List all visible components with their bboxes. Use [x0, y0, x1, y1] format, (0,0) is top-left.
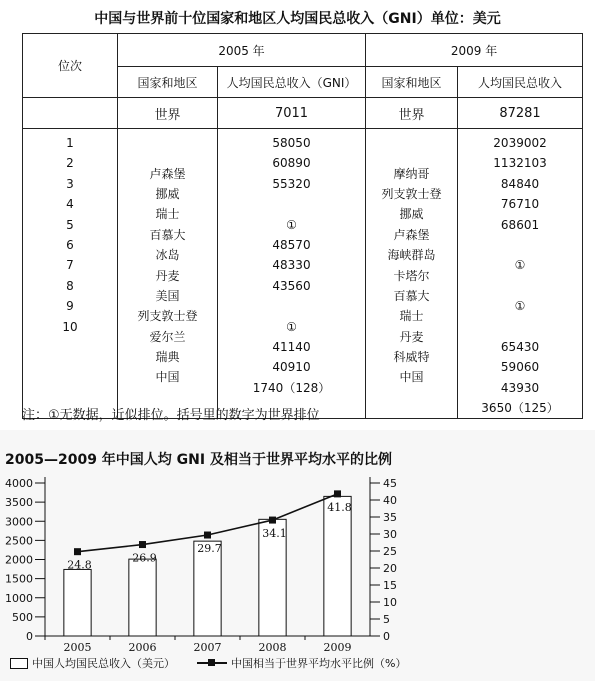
table-cell: 1740（128）	[252, 380, 331, 395]
table-cell: 1132103	[493, 156, 547, 171]
ratio-marker-2008	[269, 517, 276, 524]
left-tick-label: 4000	[5, 477, 33, 490]
table-cell: 列支敦士登	[137, 309, 198, 324]
table-cell: ①	[286, 319, 297, 334]
table-cell: 丹麦	[155, 268, 180, 283]
left-tick-label: 3500	[5, 496, 33, 510]
table-cell: 4	[66, 197, 74, 212]
bar-legend-swatch	[10, 658, 28, 669]
left-tick-label: 1500	[5, 572, 33, 586]
table-title: 中国与世界前十位国家和地区人均国民总收入（GNI）单位：美元	[94, 11, 501, 27]
table-cell: 84840	[500, 176, 540, 191]
table-cell: 59060	[500, 360, 540, 375]
right-tick-label: 15	[383, 579, 397, 592]
left-tick-label: 2000	[5, 553, 33, 567]
table-cell: 65430	[500, 339, 540, 354]
ratio-marker-2007	[204, 532, 211, 539]
table-cell: 卢森堡	[149, 166, 186, 181]
world-gni-2005: 7011	[218, 98, 366, 129]
ratio-marker-2006	[139, 541, 146, 548]
table-cell: 列支敦士登	[381, 186, 442, 201]
x-tick-label: 2008	[258, 641, 287, 654]
ratio-data-label: 24.8	[67, 558, 92, 572]
table-cell: 58050	[272, 136, 311, 150]
x-tick-label: 2005	[63, 641, 92, 654]
table-cell: 68601	[500, 217, 540, 232]
table-cell: 1	[66, 136, 74, 150]
table-note: 注：①无数据，近似排位。括号里的数字为世界排位	[22, 408, 320, 423]
left-tick-label: 2500	[5, 534, 33, 548]
right-tick-label: 0	[383, 630, 390, 643]
bar-2006	[129, 559, 156, 636]
table-cell: 丹麦	[399, 329, 424, 344]
table-cell: 百慕大	[393, 288, 430, 303]
table-cell: 55320	[272, 176, 311, 191]
table-cell: 48570	[272, 237, 311, 252]
bar-2007	[194, 541, 221, 636]
year-2009-header: 2009 年	[366, 34, 583, 67]
table-cell: 卡塔尔	[393, 268, 430, 283]
table-cell: ①	[514, 299, 526, 314]
table-cell: 冰岛	[155, 248, 180, 263]
ratio-data-label: 34.1	[262, 527, 287, 541]
country-2005-header: 国家和地区	[118, 67, 218, 98]
table-cell: 海峡群岛	[387, 248, 436, 263]
world-gni-2009: 87281	[458, 98, 583, 129]
x-tick-label: 2007	[193, 641, 222, 654]
line-legend-icon	[197, 658, 227, 668]
line-legend-label: 中国相当于世界平均水平比例（%）	[231, 657, 407, 670]
table-cell: 瑞典	[155, 350, 180, 365]
table-cell: 5	[66, 217, 74, 232]
table-cell: 10	[62, 319, 78, 334]
left-tick-label: 1000	[5, 591, 33, 605]
table-cell: 科威特	[393, 350, 430, 365]
table-cell: 爱尔兰	[149, 329, 186, 344]
left-tick-label: 3000	[5, 515, 33, 529]
table-cell: 瑞士	[399, 309, 424, 324]
table-cell: 3	[66, 176, 74, 191]
table-cell: 中国	[155, 370, 180, 385]
table-cell: 挪威	[155, 186, 180, 201]
table-cell: 3650（125）	[481, 401, 559, 416]
table-cell: 43930	[500, 380, 540, 395]
world-name-2005: 世界	[118, 98, 218, 129]
table-cell: 76710	[500, 197, 540, 212]
table-cell: 6	[66, 237, 74, 252]
table-cell: 48330	[272, 258, 311, 273]
gni-2009-header: 人均国民总收入	[458, 67, 583, 98]
table-cell: 8	[66, 278, 74, 293]
right-tick-label: 45	[383, 477, 397, 490]
right-tick-label: 20	[383, 562, 397, 575]
table-cell: 60890	[272, 156, 311, 171]
right-tick-label: 25	[383, 545, 397, 558]
rank-header: 位次	[23, 34, 118, 98]
ratio-data-label: 29.7	[197, 542, 222, 556]
right-tick-label: 30	[383, 528, 397, 541]
table-cell: 2	[66, 156, 74, 171]
ratio-marker-2009	[334, 490, 341, 497]
right-tick-label: 10	[383, 596, 397, 609]
world-name-2009: 世界	[366, 98, 458, 129]
table-cell: 2039002	[493, 136, 547, 150]
table-cell: 卢森堡	[393, 227, 430, 242]
ratio-marker-2005	[74, 548, 81, 555]
x-tick-label: 2006	[128, 641, 157, 654]
x-tick-label: 2009	[323, 641, 352, 654]
bar-legend-label: 中国人均国民总收入（美元）	[32, 657, 175, 670]
bar-2009	[324, 496, 351, 636]
table-cell: 9	[66, 299, 74, 314]
table-cell: 43560	[272, 278, 311, 293]
table-cell: 中国	[399, 370, 424, 385]
table-cell: 40910	[272, 360, 311, 375]
chart-legend	[10, 655, 406, 671]
chart-title: 2005—2009 年中国人均 GNI 及相当于世界平均水平的比例	[5, 452, 392, 468]
gni-2005-header: 人均国民总收入（GNI）	[218, 67, 366, 98]
table-cell: 摩纳哥	[393, 166, 430, 181]
right-tick-label: 35	[383, 511, 397, 524]
ratio-data-label: 41.8	[327, 500, 352, 514]
right-tick-label: 5	[383, 613, 390, 626]
table-cell: 挪威	[399, 207, 424, 222]
table-cell: 41140	[272, 339, 311, 354]
left-tick-label: 500	[12, 610, 33, 624]
table-cell: ①	[514, 258, 526, 273]
country-2009-header: 国家和地区	[366, 67, 458, 98]
year-2005-header: 2005 年	[118, 34, 366, 67]
ratio-data-label: 26.9	[132, 551, 157, 565]
table-cell: 百慕大	[149, 227, 186, 242]
right-tick-label: 40	[383, 494, 397, 507]
bar-2005	[64, 569, 91, 636]
table-cell: 7	[66, 258, 74, 273]
table-cell: 美国	[155, 288, 180, 303]
left-tick-label: 0	[26, 630, 33, 643]
table-cell: 瑞士	[155, 207, 180, 222]
table-cell: ①	[286, 217, 297, 232]
